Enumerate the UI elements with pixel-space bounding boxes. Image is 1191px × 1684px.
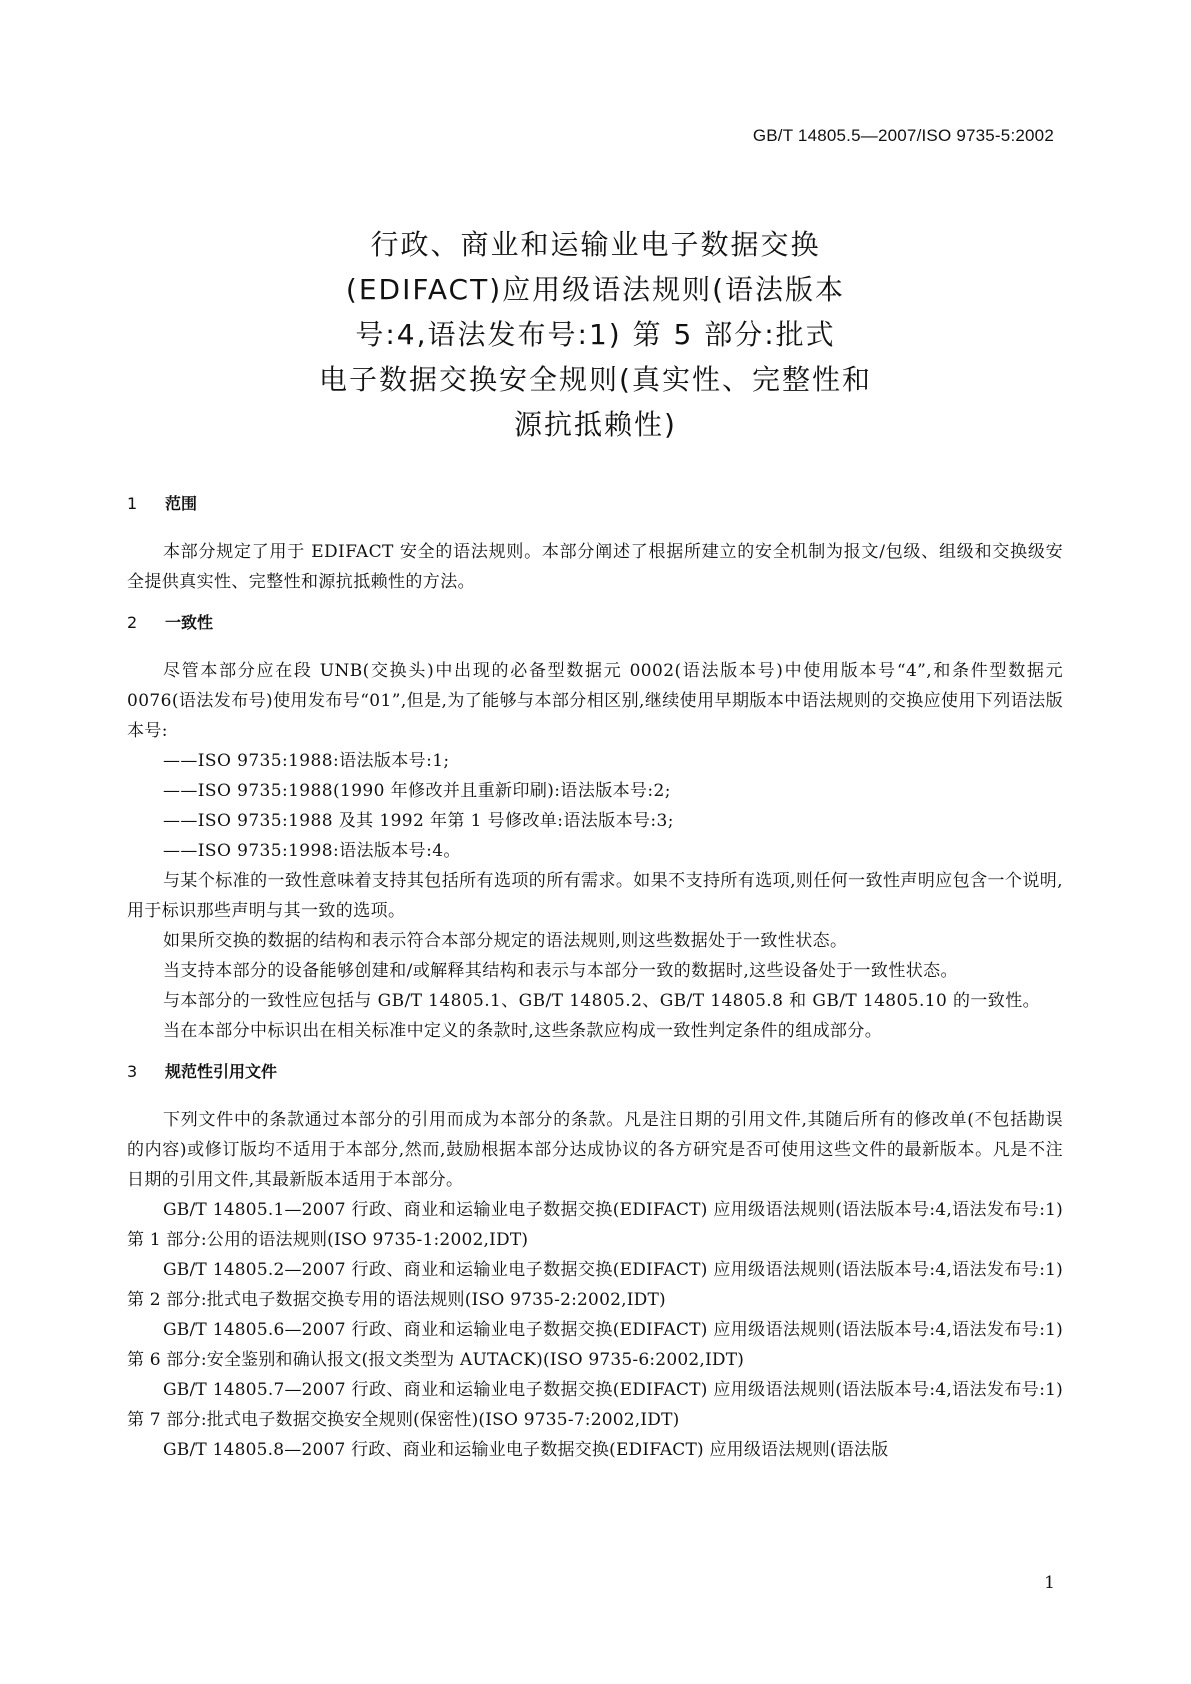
paragraph: 当支持本部分的设备能够创建和/或解释其结构和表示与本部分一致的数据时,这些设备处于一致性状态。 (163, 961, 958, 981)
document-title (0, 222, 1191, 447)
page-number: 1 (1044, 1573, 1055, 1593)
list-item: ——ISO 9735:1988(1990 年修改并且重新印刷):语法版本号:2; (163, 781, 671, 801)
section-heading-normative-references (127, 1056, 1063, 1088)
section-number: 2 (127, 613, 138, 632)
list-item: ——ISO 9735:1998:语法版本号:4。 (163, 841, 461, 861)
section-heading-conformance (127, 607, 1063, 639)
section-number: 1 (127, 494, 138, 513)
paragraph: 与本部分的一致性应包括与 GB/T 14805.1、GB/T 14805.2、GB/T 14805.8 和 GB/T 14805.10 的一致性。 (163, 991, 1040, 1011)
document-body (127, 488, 1063, 1465)
section-number: 3 (127, 1062, 138, 1081)
section-heading-scope (127, 488, 1063, 520)
title-line: 行政、商业和运输业电子数据交换 (370, 228, 821, 261)
section-title: 规范性引用文件 (165, 1062, 278, 1081)
section-title: 范围 (165, 494, 198, 513)
section-title: 一致性 (165, 613, 214, 632)
title-line: 电子数据交换安全规则(真实性、完整性和 (319, 363, 872, 396)
paragraph: 当在本部分中标识出在相关标准中定义的条款时,这些条款应构成一致性判定条件的组成部分。 (163, 1021, 883, 1041)
reference-entry: GB/T 14805.8—2007 行政、商业和运输业电子数据交换(EDIFACT) 应用级语法规则(语法版 (163, 1440, 889, 1460)
paragraph: 与某个标准的一致性意味着支持其包括所有选项的所有需求。如果不支持所有选项,则任何一致性声明应包含一个说明,用于标识那些声明与其一致的选项。 (127, 871, 1063, 921)
reference-entry: GB/T 14805.7—2007 行政、商业和运输业电子数据交换(EDIFACT) 应用级语法规则(语法版本号:4,语法发布号:1) 第 7 部分:批式电子数据交换安全规则(保密性)(ISO 9735-7:2002,IDT) (127, 1380, 1063, 1430)
list-item: ——ISO 9735:1988 及其 1992 年第 1 号修改单:语法版本号:3; (163, 811, 674, 831)
list-item: ——ISO 9735:1988:语法版本号:1; (163, 751, 450, 771)
paragraph: 下列文件中的条款通过本部分的引用而成为本部分的条款。凡是注日期的引用文件,其随后所有的修改单(不包括勘误的内容)或修订版均不适用于本部分,然而,鼓励根据本部分达成协议的各方研究是否可使用这些文件的最新版本。凡是不注日期的引用文件,其最新版本适用于本部分。 (127, 1110, 1063, 1190)
reference-entry: GB/T 14805.1—2007 行政、商业和运输业电子数据交换(EDIFACT) 应用级语法规则(语法版本号:4,语法发布号:1) 第 1 部分:公用的语法规则(ISO 9735-1:2002,IDT) (127, 1200, 1063, 1250)
reference-entry: GB/T 14805.6—2007 行政、商业和运输业电子数据交换(EDIFACT) 应用级语法规则(语法版本号:4,语法发布号:1) 第 6 部分:安全鉴别和确认报文(报文类型为 AUTACK)(ISO 9735-6:2002,IDT) (127, 1320, 1063, 1370)
title-line: 源抗抵赖性) (514, 408, 677, 441)
paragraph: 如果所交换的数据的结构和表示符合本部分规定的语法规则,则这些数据处于一致性状态。 (163, 931, 848, 951)
paragraph: 本部分规定了用于 EDIFACT 安全的语法规则。本部分阐述了根据所建立的安全机制为报文/包级、组级和交换级安全提供真实性、完整性和源抗抵赖性的方法。 (127, 542, 1063, 592)
paragraph: 尽管本部分应在段 UNB(交换头)中出现的必备型数据元 0002(语法版本号)中使用版本号“4”,和条件型数据元 0076(语法发布号)使用发布号“01”,但是,为了能够与本部分相区别,继续使用早期版本中语法规则的交换应使用下列语法版本号: (127, 661, 1063, 741)
title-line: (EDIFACT)应用级语法规则(语法版本 (345, 273, 846, 306)
reference-entry: GB/T 14805.2—2007 行政、商业和运输业电子数据交换(EDIFACT) 应用级语法规则(语法版本号:4,语法发布号:1) 第 2 部分:批式电子数据交换专用的语法规则(ISO 9735-2:2002,IDT) (127, 1260, 1063, 1310)
title-line: 号:4,语法发布号:1) 第 5 部分:批式 (355, 318, 836, 351)
standard-code-header: GB/T 14805.5—2007/ISO 9735-5:2002 (752, 126, 1054, 145)
